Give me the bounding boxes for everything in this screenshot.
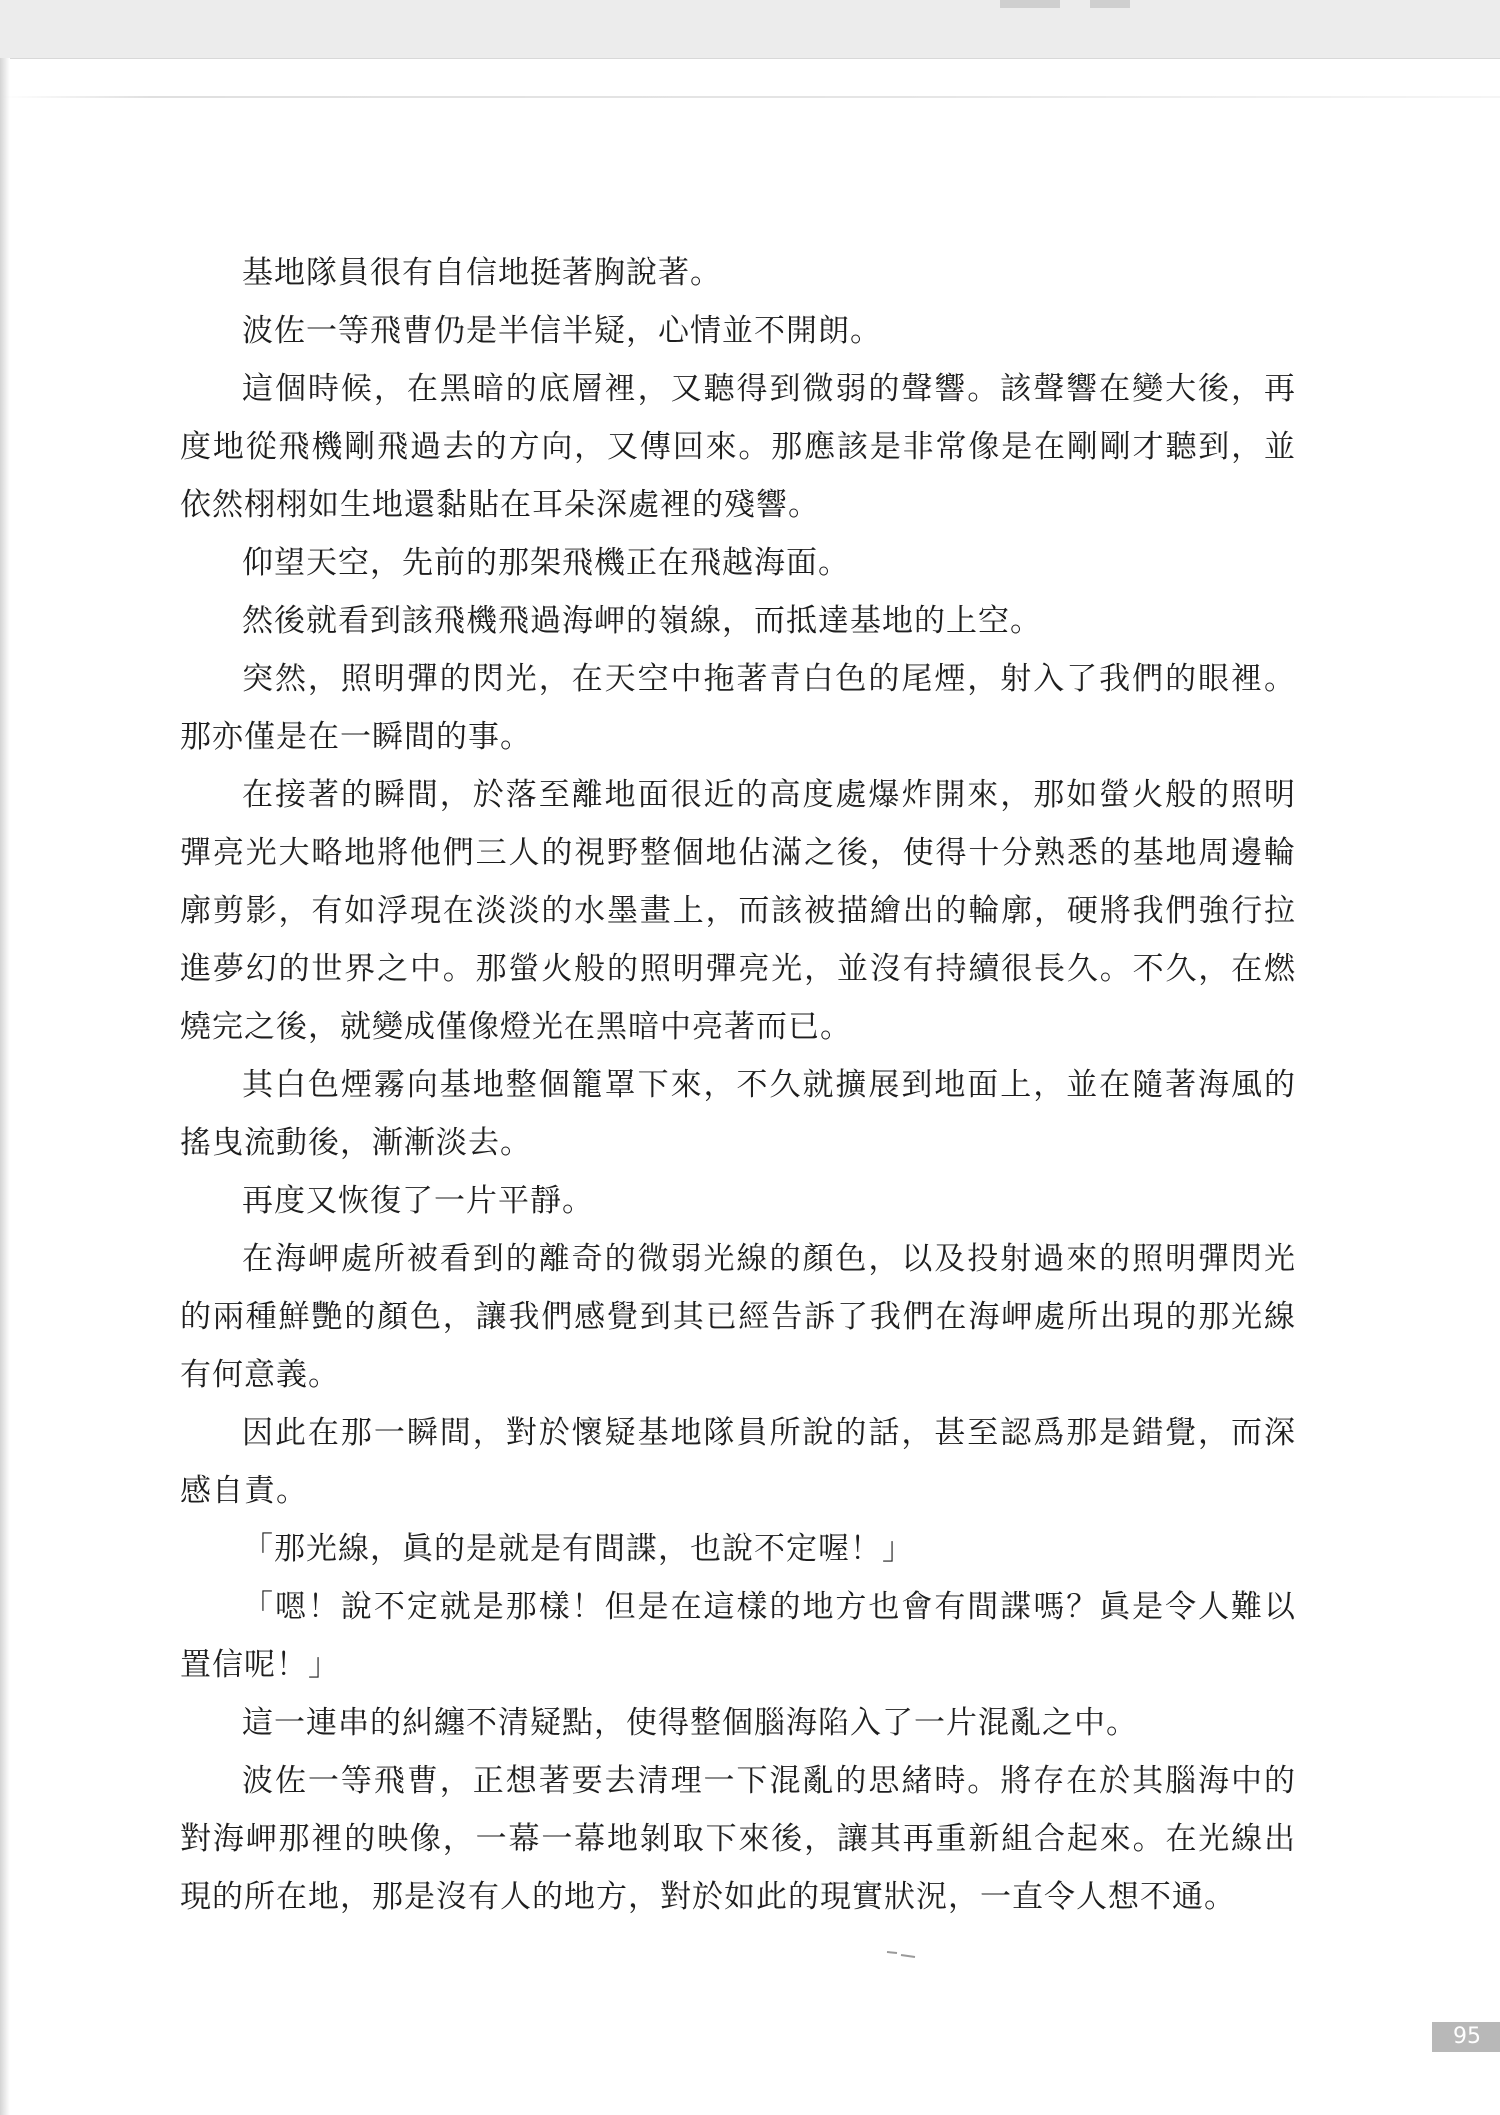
- paragraph: 在海岬處所被看到的離奇的微弱光線的顏色，以及投射過來的照明彈閃光的兩種鮮艷的顏色，讓我們感覺到其已經告訴了我們在海岬處所出現的那光線有何意義。: [180, 1241, 1296, 1393]
- dialogue-paragraph: 「那光線，眞的是就是有間諜，也說不定喔！」: [242, 1531, 914, 1567]
- page-number: 95: [1432, 2022, 1500, 2052]
- paragraph: 這一連串的糾纏不清疑點，使得整個腦海陷入了一片混亂之中。: [242, 1705, 1138, 1741]
- paragraph: 基地隊員很有自信地挺著胸說著。: [242, 255, 722, 291]
- paragraph: 再度又恢復了一片平靜。: [242, 1183, 594, 1219]
- paragraph: 其白色煙霧向基地整個籠罩下來，不久就擴展到地面上，並在隨著海風的搖曳流動後，漸漸淡去。: [180, 1067, 1296, 1161]
- scan-artifact: [1000, 0, 1060, 8]
- scan-top-margin: [0, 0, 1500, 59]
- header-rule: [0, 96, 1500, 98]
- dialogue-paragraph: 「嗯！說不定就是那樣！但是在這樣的地方也會有間諜嗎？眞是令人難以置信呢！」: [180, 1589, 1296, 1683]
- page-gutter-shadow: [0, 58, 10, 2115]
- paragraph: 然後就看到該飛機飛過海岬的嶺線，而抵達基地的上空。: [242, 603, 1042, 639]
- paragraph: 在接著的瞬間，於落至離地面很近的高度處爆炸開來，那如螢火般的照明彈亮光大略地將他們三人的視野整個地佔滿之後，使得十分熟悉的基地周邊輪廓剪影，有如浮現在淡淡的水墨畫上，而該被描繪出的輪廓，硬將我們強行拉進夢幻的世界之中。那螢火般的照明彈亮光，並沒有持續很長久。不久，在燃燒完之後，就變成僅像燈光在黑暗中亮著而已。: [180, 777, 1296, 1045]
- body-text: [180, 244, 1296, 1926]
- paragraph: 因此在那一瞬間，對於懷疑基地隊員所說的話，甚至認爲那是錯覺，而深感自責。: [180, 1415, 1296, 1509]
- paragraph: 波佐一等飛曹，正想著要去清理一下混亂的思緒時。將存在於其腦海中的對海岬那裡的映像，一幕一幕地剝取下來後，讓其再重新組合起來。在光線出現的所在地，那是沒有人的地方，對於如此的現實狀況，一直令人想不通。: [180, 1763, 1296, 1915]
- paragraph: 波佐一等飛曹仍是半信半疑，心情並不開朗。: [242, 313, 882, 349]
- scan-artifact: [1090, 0, 1130, 8]
- paragraph: 突然，照明彈的閃光，在天空中拖著青白色的尾煙，射入了我們的眼裡。那亦僅是在一瞬間的事。: [180, 661, 1296, 755]
- paragraph: 這個時候，在黑暗的底層裡，又聽得到微弱的聲響。該聲響在變大後，再度地從飛機剛飛過去的方向，又傳回來。那應該是非常像是在剛剛才聽到，並依然栩栩如生地還黏貼在耳朵深處裡的殘響。: [180, 371, 1296, 523]
- ink-mark: [885, 1948, 917, 1960]
- paragraph: 仰望天空，先前的那架飛機正在飛越海面。: [242, 545, 850, 581]
